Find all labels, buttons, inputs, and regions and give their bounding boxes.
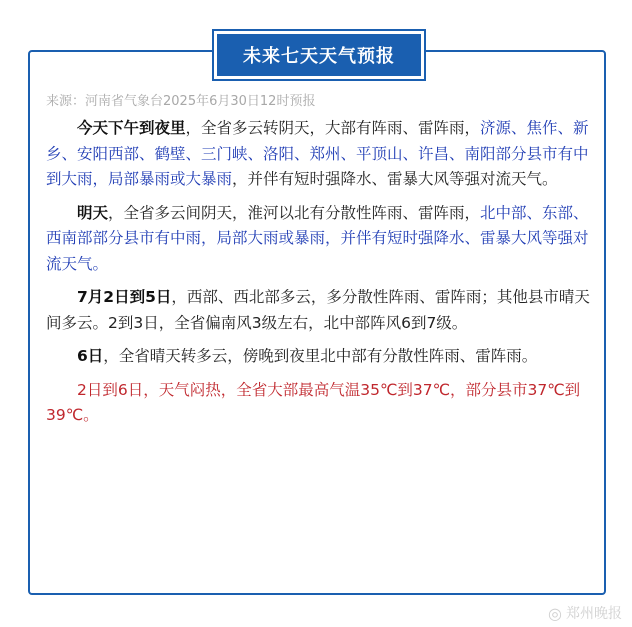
today-text-a: ，全省多云转阴天，大部有阵雨、雷阵雨，	[185, 119, 481, 137]
today-highlight: 济源、焦作、新乡、安阳西部、鹤壁、三门峡、洛阳、郑州、平顶山、许昌、南阳部分县市有中到大雨，局部暴雨或大暴雨	[46, 119, 589, 188]
day6-text: ，全省晴天转多云，傍晚到夜里北中部有分散性阵雨、雷阵雨。	[103, 347, 538, 365]
tomorrow-text-a: ，全省多云间阴天，淮河以北有分散性阵雨、雷阵雨，	[108, 203, 481, 222]
watermark-text: 郑州晚报	[566, 606, 622, 622]
page-title: 未来七天天气预报	[214, 31, 424, 79]
source-line: 来源：河南省气象台2025年6月30日12时预报	[46, 94, 316, 109]
paragraph-heat	[46, 378, 592, 429]
paragraph-day6	[46, 344, 592, 370]
jul2-5-lead: 7月2日到5日	[77, 288, 172, 306]
today-text-b: ，并伴有短时强降水、雷暴大风等强对流天气。	[232, 170, 558, 188]
today-lead: 今天下午到夜里	[77, 119, 186, 137]
paragraph-jul2-5	[46, 285, 592, 336]
forecast-content	[46, 116, 592, 437]
paragraph-tomorrow	[46, 201, 592, 278]
watermark	[548, 603, 622, 623]
weibo-icon: ◎	[548, 603, 562, 623]
tomorrow-lead: 明天	[77, 203, 109, 222]
heat-warning: 2日到6日，天气闷热，全省大部最高气温35℃到37℃，部分县市37℃到39℃。	[46, 380, 581, 424]
tomorrow-highlight: 北中部、东部、西南部部分县市有中雨，局部大雨或暴雨，并伴有短时强降水、雷暴大风等强对流天气。	[46, 203, 589, 273]
day6-lead: 6日	[77, 347, 104, 365]
paragraph-today	[46, 116, 592, 193]
jul2-5-text: ，西部、西北部多云，多分散性阵雨、雷阵雨；其他县市晴天间多云。2到3日，全省偏南风3级左右，北中部阵风6到7级。	[46, 288, 590, 332]
